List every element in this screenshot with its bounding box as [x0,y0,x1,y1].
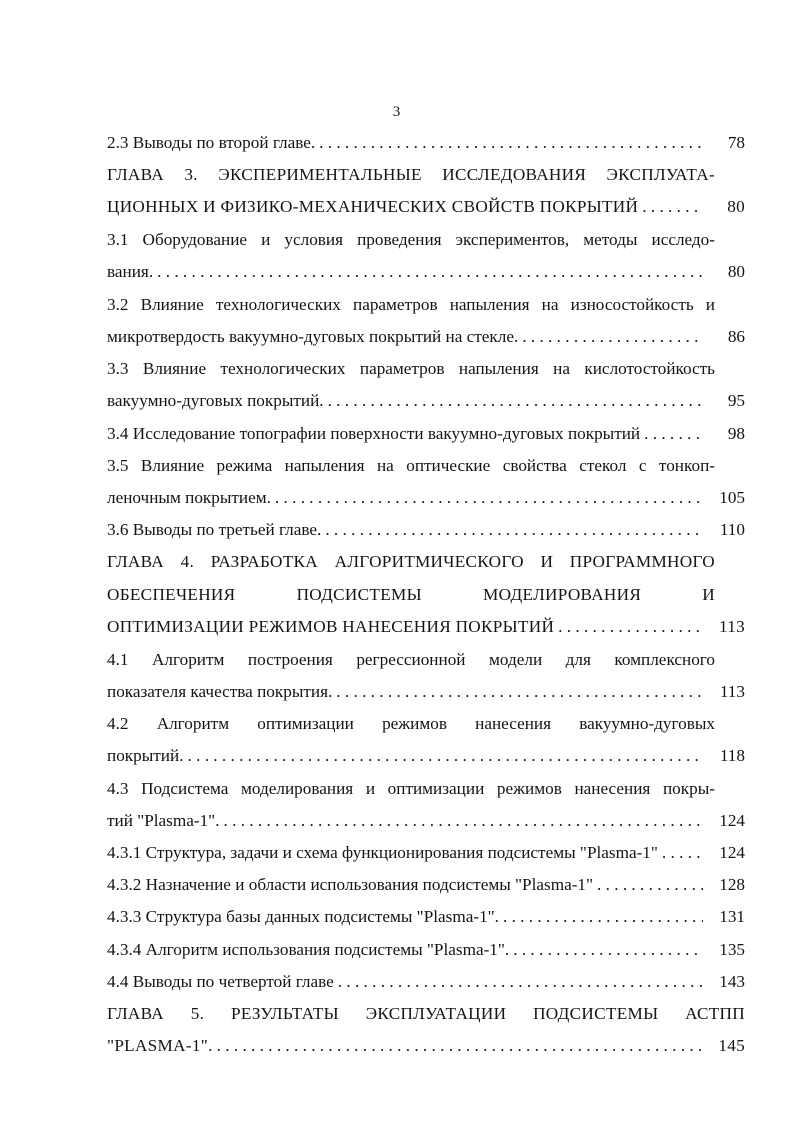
toc-entry-page: 98 [727,424,745,443]
toc-entry [107,128,745,158]
toc-entry [107,290,745,320]
dot-leader [325,515,703,545]
toc-entry-page: 135 [719,940,745,959]
toc-entry [107,741,745,771]
toc-entry [107,806,745,836]
toc-entry [107,838,745,868]
toc-entry-title: вания. [107,262,154,281]
dot-leader [275,483,703,513]
dot-leader [513,935,703,965]
dot-leader [662,838,703,868]
toc-entry-page: 118 [719,746,745,765]
toc-entry [107,451,745,481]
toc-entry-title: 2.3 Выводы по второй главе. [107,133,316,152]
dot-leader [188,741,704,771]
toc-entry-title: 4.4 Выводы по четвертой главе [107,972,334,991]
toc-chapter-heading [107,612,745,642]
dot-leader [503,902,703,932]
dot-leader [338,967,703,997]
toc-entry-title: 3.3 Влияние технологических параметров напыления на кислотостойкость [107,359,715,378]
toc-entry [107,515,745,545]
toc-entry-title: ГЛАВА 4. РАЗРАБОТКА АЛГОРИТМИЧЕСКОГО И ПРОГРАММНОГО [107,552,715,571]
toc-entry-page: 131 [719,907,745,926]
toc-entry-title: леночным покрытием. [107,488,271,507]
toc-chapter-heading [107,999,745,1029]
dot-leader [642,192,703,222]
toc-entry [107,225,745,255]
toc-entry [107,386,745,416]
toc-entry-title: 4.3.1 Структура, задачи и схема функционирования подсистемы "Plasma-1" [107,843,658,862]
toc-chapter-heading [107,1031,745,1061]
toc-entry-page: 80 [727,197,745,216]
toc-word: МОДЕЛИРОВАНИЯ [483,585,642,604]
toc-entry-page: 124 [719,811,745,830]
dot-leader [597,870,703,900]
toc-entry-title: вакуумно-дуговых покрытий. [107,391,324,410]
toc-entry-page: 110 [719,520,745,539]
toc-entry-title: 3.1 Оборудование и условия проведения экспериментов, методы исследо- [107,230,715,249]
dot-leader [644,419,703,449]
toc-entry-page: 128 [719,875,745,894]
toc-entry-title: 3.6 Выводы по третьей главе. [107,520,322,539]
toc-entry-title: 3.4 Исследование топографии поверхности вакуумно-дуговых покрытий [107,424,641,443]
toc-entry-title: "PLASMA-1". [107,1036,213,1055]
toc-entry-page: 86 [727,327,745,346]
dot-leader [522,322,703,352]
toc-entry [107,967,745,997]
toc-entry-title: 3.5 Влияние режима напыления на оптические свойства стекол с тонкоп- [107,456,715,475]
toc-entry-page: 78 [727,133,745,152]
toc-entry-title: 4.3.2 Назначение и области использования подсистемы "Plasma-1" [107,875,594,894]
toc-chapter-heading [107,192,745,222]
dot-leader [558,612,703,642]
toc-chapter-heading [107,580,745,610]
toc-entry-page: 95 [727,391,745,410]
toc-entry-title: 4.1 Алгоритм построения регрессионной модели для комплексного [107,650,715,669]
toc-entry [107,645,745,675]
toc-chapter-heading [107,160,745,190]
page-number: 3 [392,104,401,120]
dot-leader [328,386,703,416]
toc-entry-title: покрытий. [107,746,184,765]
toc-entry-page: 124 [719,843,745,862]
toc-entry-title: показателя качества покрытия. [107,682,333,701]
dot-leader [319,128,703,158]
toc-entry-title: 4.2 Алгоритм оптимизации режимов нанесения вакуумно-дуговых [107,714,715,733]
toc-entry-page: 80 [727,262,745,281]
dot-leader [336,677,703,707]
dot-leader [224,806,704,836]
toc-entry [107,709,745,739]
toc-word: ПОДСИСТЕМЫ [296,585,422,604]
toc-entry-page: 143 [719,972,745,991]
toc-entry-title: 3.2 Влияние технологических параметров напыления на износостойкость и [107,295,715,314]
dot-leader [217,1031,703,1061]
toc-entry [107,483,745,513]
toc-word: ОБЕСПЕЧЕНИЯ [107,585,236,604]
toc-entry [107,257,745,287]
toc-entry-title: ГЛАВА 5. РЕЗУЛЬТАТЫ ЭКСПЛУАТАЦИИ ПОДСИСТЕМЫ АСТПП [107,1004,745,1023]
toc-entry [107,870,745,900]
toc-entry-title: 4.3.4 Алгоритм использования подсистемы "Plasma-1". [107,940,510,959]
toc-entry-title: 4.3.3 Структура базы данных подсистемы "Plasma-1". [107,907,499,926]
toc-entry-page: 113 [718,617,745,636]
toc-entry-page: 113 [719,682,745,701]
toc-entry [107,419,745,449]
toc-entry [107,354,745,384]
toc-entry-page: 105 [719,488,745,507]
toc-entry-title: ЦИОННЫХ И ФИЗИКО-МЕХАНИЧЕСКИХ СВОЙСТВ ПОКРЫТИЙ [107,197,639,216]
toc-entry-title [107,580,715,610]
toc-entry-title: ОПТИМИЗАЦИИ РЕЖИМОВ НАНЕСЕНИЯ ПОКРЫТИЙ [107,617,555,636]
toc-entry [107,902,745,932]
toc-entry [107,774,745,804]
toc-entry [107,935,745,965]
toc-entry-page: 145 [718,1036,745,1055]
toc-entry-title: тий "Plasma-1". [107,811,220,830]
toc-entry [107,677,745,707]
toc-word: И [702,585,715,604]
toc-entry [107,322,745,352]
toc-entry-title: 4.3 Подсистема моделирования и оптимизации режимов нанесения покры- [107,779,715,798]
dot-leader [157,257,703,287]
toc-chapter-heading [107,547,745,577]
toc-entry-title: микротвердость вакуумно-дуговых покрытий на стекле. [107,327,519,346]
toc-entry-title: ГЛАВА 3. ЭКСПЕРИМЕНТАЛЬНЫЕ ИССЛЕДОВАНИЯ ЭКСПЛУАТА- [107,165,715,184]
